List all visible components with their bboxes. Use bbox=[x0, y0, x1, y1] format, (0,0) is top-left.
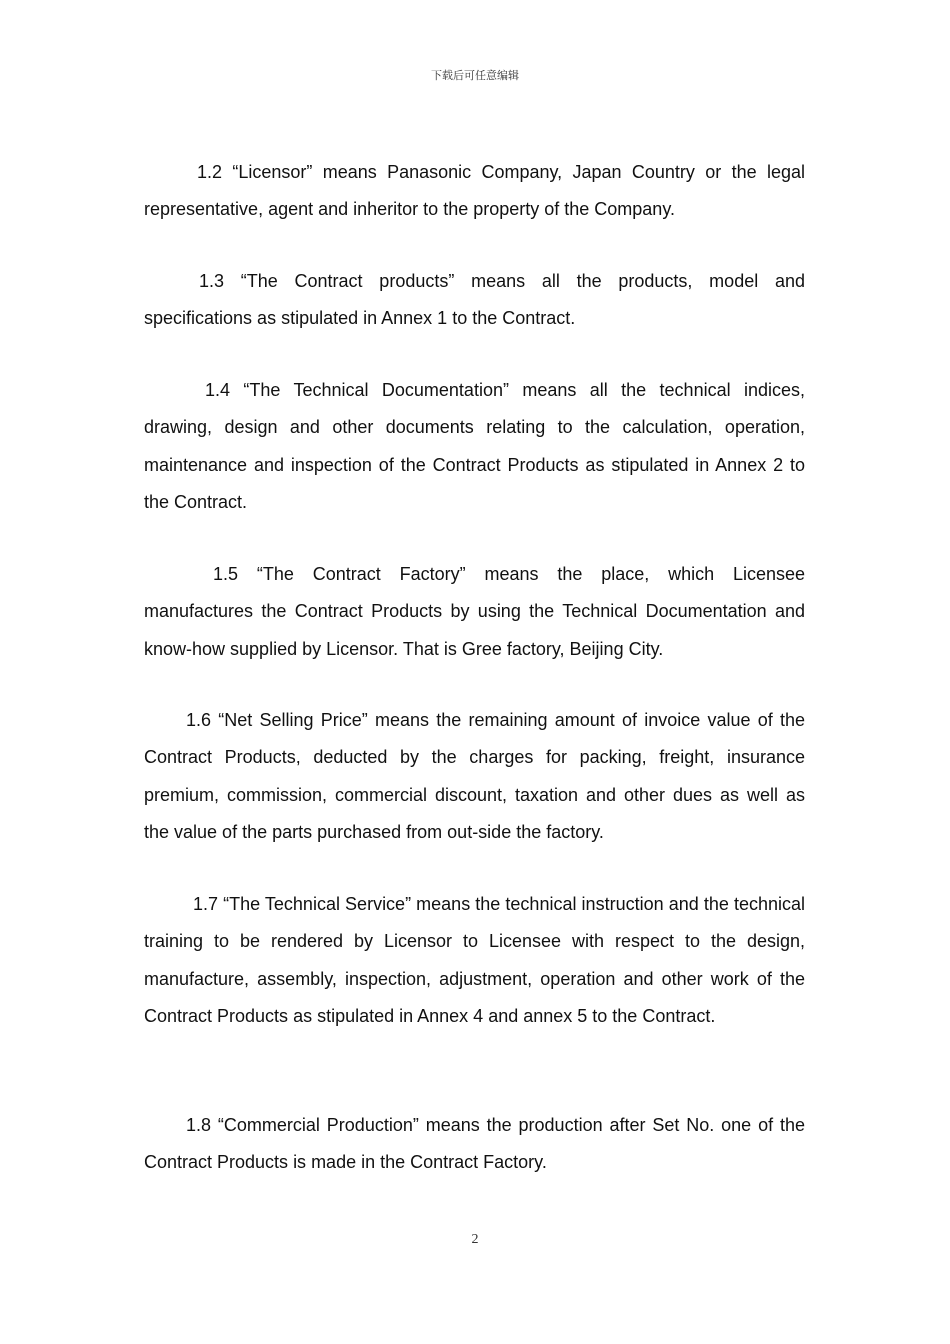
definition-1-3: 1.3 “The Contract products” means all the products, model and specifications as stipulated in Annex 1 to the Contract. bbox=[144, 271, 805, 329]
definition-1-6: 1.6 “Net Selling Price” means the remaining amount of invoice value of the Contract Products, deducted by the charges for packing, freight, insurance premium, commission, commercial discount, taxation and other dues as well as the value of the parts purchased from out-side the factory. bbox=[144, 710, 805, 842]
definition-1-7: 1.7 “The Technical Service” means the technical instruction and the technical training to be rendered by Licensor to Licensee with respect to the design, manufacture, assembly, inspection, adjustment, operation and other work of the Contract Products as stipulated in Annex 4 and annex 5 to the Contract. bbox=[144, 894, 805, 1026]
definition-1-5: 1.5 “The Contract Factory” means the place, which Licensee manufactures the Contract Products by using the Technical Documentation and know-how supplied by Licensor. That is Gree factory, Beijing City. bbox=[144, 564, 805, 659]
page-number: 2 bbox=[471, 1232, 479, 1247]
definition-1-8: 1.8 “Commercial Production” means the production after Set No. one of the Contract Products is made in the Contract Factory. bbox=[144, 1115, 805, 1173]
definition-1-2: 1.2 “Licensor” means Panasonic Company, Japan Country or the legal representative, agent and inheritor to the property of the Company. bbox=[144, 162, 805, 220]
definition-1-4: 1.4 “The Technical Documentation” means all the technical indices, drawing, design and other documents relating to the calculation, operation, maintenance and inspection of the Contract Products as stipulated in Annex 2 to the Contract. bbox=[144, 380, 805, 512]
header-note: 下载后可任意编辑 bbox=[431, 69, 519, 82]
